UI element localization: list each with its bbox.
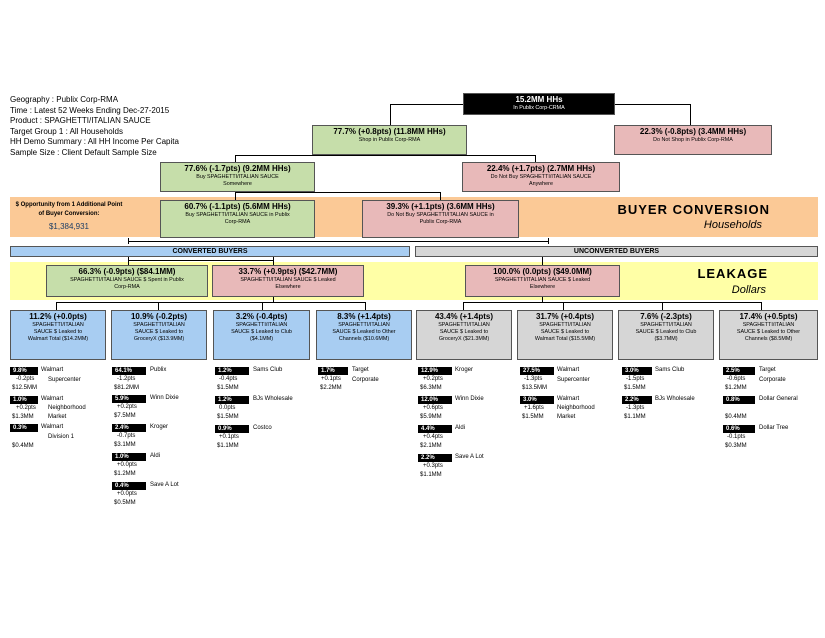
channel-title: 31.7% (+0.4pts): [535, 312, 595, 321]
retailer-change: +0.2pts: [117, 404, 137, 410]
not-buy-sub1: Do Not Buy SPAGHETTI/ITALIAN SAUCE: [490, 174, 592, 180]
retailer-name: Corporate: [759, 377, 786, 383]
retailer-amount: $1.5MM: [522, 414, 544, 420]
channel-box: [111, 310, 207, 360]
retailer-amount: $1.1MM: [217, 443, 239, 449]
unconv-title: 100.0% (0.0pts) ($49.0MM): [493, 267, 592, 276]
connector: [273, 257, 274, 265]
not-buy-box: [462, 162, 620, 192]
retailer-change: +0.3pts: [423, 463, 443, 469]
retailer-change: +0.6pts: [423, 405, 443, 411]
retailer-share-badge: 2.5%: [723, 367, 755, 375]
buy-sub2: Somewhere: [223, 181, 252, 187]
channel-title: 8.3% (+1.4pts): [337, 312, 391, 321]
retailer-amount: $1.5MM: [624, 385, 646, 391]
retailer-amount: $13.5MM: [522, 385, 548, 391]
retailer-name: Market: [557, 414, 576, 420]
channel-box: [416, 310, 512, 360]
channel-line: SAUCE $ Leaked to Other: [736, 329, 801, 335]
not-buy-in-title: 39.3% (+1.1pts) (3.6MM HHs): [386, 202, 495, 211]
retailer-change: -0.7pts: [117, 433, 136, 439]
retailer-name: Supercenter: [557, 377, 590, 383]
retailer-amount: $3.1MM: [114, 442, 136, 448]
retailer-change: +0.2pts: [423, 376, 443, 382]
retailer-name: Kroger: [455, 367, 474, 373]
opportunity-line2: of Buyer Conversion:: [38, 211, 100, 217]
retailer-share-badge: 64.1%: [112, 367, 146, 375]
not-buy-in-sub2: Publix Corp-RMA: [419, 219, 462, 225]
channel-line: SAUCE $ Leaked to: [33, 329, 83, 335]
retailer-amount: $0.5MM: [114, 500, 136, 506]
leaked-elsewhere-box: [212, 265, 364, 297]
retailer-name: Winn Dixie: [455, 396, 484, 402]
retailer-change: +0.4pts: [423, 434, 443, 440]
retailer-share-badge: 2.2%: [418, 454, 452, 462]
leaked-sub1: SPAGHETTI/ITALIAN SAUCE $ Leaked: [240, 277, 336, 283]
retailer-name: Dollar Tree: [759, 425, 789, 431]
channel-line: SPAGHETTI/ITALIAN: [640, 322, 692, 328]
retailer-share-badge: 1.0%: [112, 453, 146, 461]
retailer-name: Walmart: [41, 424, 64, 430]
retailer-share-badge: 9.8%: [10, 367, 38, 375]
channel-line: SPAGHETTI/ITALIAN: [235, 322, 288, 328]
retailer-name: Publix: [150, 367, 167, 373]
connector: [128, 260, 273, 261]
retailer-change: -1.3pts: [524, 376, 543, 382]
retailer-name: BJs Wholesale: [253, 396, 293, 402]
channel-title: 17.4% (+0.5pts): [739, 312, 798, 321]
opportunity-value: $1,384,931: [48, 222, 90, 231]
channel-line: Walmart Total ($14.2MM): [27, 336, 89, 342]
connector: [662, 302, 663, 310]
retailer-amount: $6.3MM: [420, 385, 442, 391]
spent-title: 66.3% (-0.9pts) ($84.1MM): [78, 267, 176, 276]
connector: [690, 104, 691, 126]
retailer-name: BJs Wholesale: [655, 396, 695, 402]
retailer-amount: $0.3MM: [725, 443, 747, 449]
channel-title: 7.6% (-2.3pts): [640, 312, 692, 321]
channel-box: [517, 310, 613, 360]
buy-in-sub1: Buy SPAGHETTI/ITALIAN SAUCE in Publix: [185, 212, 290, 218]
retailer-share-badge: 4.4%: [418, 425, 452, 433]
retailer-name: Aldi: [455, 425, 466, 431]
unconv-sub1: SPAGHETTI/ITALIAN SAUCE $ Leaked: [494, 277, 591, 283]
unconverted-leaked-box: [465, 265, 620, 297]
buy-title: 77.6% (-1.7pts) (9.2MM HHs): [184, 164, 291, 173]
retailer-share-badge: 0.8%: [723, 396, 755, 404]
channel-line: SPAGHETTI/ITALIAN: [742, 322, 795, 328]
channel-box: [719, 310, 818, 360]
retailer-change: -0.4pts: [219, 376, 238, 382]
not-buy-sub2: Anywhere: [529, 181, 553, 187]
retailer-name: Neighborhood: [557, 405, 595, 411]
retailer-name: Neighborhood: [48, 405, 86, 411]
connector: [235, 155, 535, 156]
connector: [463, 302, 464, 310]
leaked-title: 33.7% (+0.9pts) ($42.7MM): [238, 267, 338, 276]
channel-title: 43.4% (+1.4pts): [434, 312, 494, 321]
retailer-share-badge: 3.0%: [622, 367, 652, 375]
connector: [56, 302, 366, 303]
retailer-share-badge: 1.2%: [215, 367, 249, 375]
retailer-change: +1.6pts: [524, 405, 544, 411]
connector: [548, 238, 549, 244]
retailer-name: Kroger: [150, 424, 169, 430]
time-label: Time : Latest 52 Weeks Ending Dec-27-2015: [10, 105, 170, 115]
retailer-share-badge: 0.3%: [10, 424, 38, 432]
buy-box: [160, 162, 315, 192]
retailer-change: +0.0pts: [117, 491, 137, 497]
connector: [235, 192, 440, 193]
connector: [440, 192, 441, 200]
not-buy-in-box: [362, 200, 519, 238]
retailer-name: Save A Lot: [455, 454, 484, 460]
retailer-change: +0.0pts: [117, 462, 137, 468]
retailer-name: Walmart: [557, 367, 580, 373]
retailer-amount: $12.5MM: [12, 385, 38, 391]
connector: [128, 241, 548, 242]
not-shop-title: 22.3% (-0.8pts) (3.4MM HHs): [639, 127, 747, 136]
retailer-name: Winn Dixie: [150, 395, 179, 401]
retailer-amount: $1.2MM: [114, 471, 136, 477]
retailer-name: Walmart: [557, 396, 580, 402]
retailer-share-badge: 3.0%: [520, 396, 554, 404]
retailer-name: Dollar General: [759, 396, 798, 402]
retailer-share-badge: 12.9%: [418, 367, 452, 375]
channel-line: ($3.7MM): [654, 336, 678, 342]
channel-title: 11.2% (+0.0pts): [29, 312, 87, 321]
retailer-change: -0.6pts: [727, 376, 746, 382]
retailer-share-badge: 0.6%: [723, 425, 755, 433]
not-buy-title: 22.4% (+1.7pts) (2.7MM HHs): [486, 164, 596, 173]
retailer-change: -0.1pts: [727, 434, 746, 440]
opportunity-note: [14, 201, 124, 231]
retailer-share-badge: 0.9%: [215, 425, 249, 433]
retailer-amount: $5.9MM: [420, 414, 442, 420]
retailer-name: Target: [352, 367, 369, 373]
retailer-amount: $1.1MM: [420, 472, 442, 478]
buy-in-title: 60.7% (-1.1pts) (5.6MM HHs): [184, 202, 291, 211]
retailer-name: Save A Lot: [150, 482, 179, 488]
channel-line: SPAGHETTI/ITALIAN: [338, 322, 390, 328]
retailer-amount: $2.2MM: [320, 385, 342, 391]
channel-line: SAUCE $ Leaked to Other: [332, 329, 396, 335]
not-buy-in-sub1: Do Not Buy SPAGHETTI/ITALIAN SAUCE in: [387, 212, 494, 218]
leaked-sub2: Elsewhere: [275, 284, 301, 290]
buy-in-box: [160, 200, 315, 238]
channel-line: SAUCE $ Leaked to: [540, 329, 590, 335]
channel-line: SPAGHETTI/ITALIAN: [539, 322, 591, 328]
retailer-amount: $1.5MM: [217, 414, 239, 420]
leakage-subtitle: Dollars: [731, 284, 766, 296]
retailer-share-badge: 2.4%: [112, 424, 146, 432]
retailer-amount: $0.4MM: [12, 443, 34, 449]
not-shop-sub: Do Not Shop in Publix Corp-RMA: [653, 137, 733, 143]
retailer-name: Target: [759, 367, 776, 373]
connector: [158, 302, 159, 310]
not-shop-box: [614, 125, 772, 155]
retailer-amount: $7.5MM: [114, 413, 136, 419]
retailer-amount: $2.1MM: [420, 443, 442, 449]
retailer-amount: $81.2MM: [114, 385, 140, 391]
retailer-share-badge: 27.5%: [520, 367, 554, 375]
channel-line: ($4.1MM): [249, 336, 274, 342]
connector: [365, 302, 366, 310]
channel-title: 10.9% (-0.2pts): [130, 312, 188, 321]
shop-box: [312, 125, 467, 155]
buyer-conversion-subtitle: Households: [703, 219, 762, 231]
retailer-share-badge: 0.4%: [112, 482, 146, 490]
connector: [463, 302, 761, 303]
channel-title: 3.2% (-0.4pts): [235, 312, 288, 321]
retailer-share-badge: 1.2%: [215, 396, 249, 404]
retailer-share-badge: 5.9%: [112, 395, 146, 403]
retailer-change: +0.1pts: [321, 376, 341, 382]
retailer-name: Sams Club: [253, 367, 283, 373]
retailer-share-badge: 2.2%: [622, 396, 652, 404]
channel-box: [213, 310, 310, 360]
retailer-change: +0.2pts: [16, 405, 36, 411]
retailer-name: Market: [48, 414, 67, 420]
channel-box: [618, 310, 714, 360]
retailer-change: -1.2pts: [117, 376, 136, 382]
connector: [128, 257, 129, 265]
retailer-name: Walmart: [41, 396, 64, 402]
retailer-amount: $1.3MM: [12, 414, 34, 420]
retailer-amount: $1.5MM: [217, 385, 239, 391]
buy-in-sub2: Corp-RMA: [224, 219, 251, 225]
buyer-conversion-title: BUYER CONVERSION: [617, 202, 770, 217]
retailer-name: Division 1: [48, 434, 75, 440]
total-hh-sub: In Publix Corp-CRMA: [513, 105, 565, 111]
connector: [262, 302, 263, 310]
opportunity-line1: $ Opportunity from 1 Additional Point: [15, 202, 123, 208]
product-label: Product : SPAGHETTI/ITALIAN SAUCE: [10, 116, 151, 125]
connector: [563, 302, 564, 310]
retailer-amount: $1.2MM: [725, 385, 747, 391]
spent-sub1: SPAGHETTI/ITALIAN SAUCE $ Spent in Publix: [70, 277, 184, 283]
retailer-change: +0.1pts: [219, 434, 239, 440]
channel-line: SAUCE $ Leaked to: [134, 329, 184, 335]
channel-line: Channels ($10.6MM): [338, 336, 390, 342]
unconverted-buyers-header: UNCONVERTED BUYERS: [415, 246, 818, 257]
total-hh-title: 15.2MM HHs: [515, 95, 563, 104]
retailer-name: Costco: [253, 425, 272, 431]
retailer-name: Sams Club: [655, 367, 685, 373]
spent-in-publix-box: [46, 265, 208, 297]
retailer-change: -1.3pts: [626, 405, 645, 411]
total-hh-box: [463, 93, 615, 115]
converted-buyers-header: CONVERTED BUYERS: [10, 246, 410, 257]
channel-line: SPAGHETTI/ITALIAN: [133, 322, 185, 328]
retailer-share-badge: 12.0%: [418, 396, 452, 404]
spent-sub2: Corp-RMA: [114, 284, 140, 290]
retailer-change: -0.2pts: [16, 376, 35, 382]
retailer-name: Corporate: [352, 377, 379, 383]
channel-line: SAUCE $ Leaked to Club: [635, 329, 697, 335]
channel-line: GroceryX ($13.9MM): [133, 336, 185, 342]
connector: [542, 257, 543, 265]
connector: [390, 104, 391, 126]
demo-label: HH Demo Summary : All HH Income Per Capita: [10, 137, 179, 146]
geography-label: Geography : Publix Corp-RMA: [10, 95, 119, 104]
retailer-name: Supercenter: [48, 377, 81, 383]
channel-line: GroceryX ($21.3MM): [438, 336, 490, 342]
retailer-name: Walmart: [41, 367, 64, 373]
connector: [235, 192, 236, 200]
retailer-amount: $0.4MM: [725, 414, 747, 420]
filter-summary: [10, 95, 179, 158]
channel-line: SPAGHETTI/ITALIAN: [32, 322, 84, 328]
connector: [761, 302, 762, 310]
channel-line: SAUCE $ Leaked to: [439, 329, 489, 335]
channel-box: [10, 310, 106, 360]
retailer-name: Aldi: [150, 453, 161, 459]
retailer-change: 0.0pts: [219, 405, 236, 411]
channel-line: Walmart Total ($15.5MM): [534, 336, 596, 342]
connector: [56, 302, 57, 310]
retailer-change: -1.5pts: [626, 376, 645, 382]
retailer-amount: $1.1MM: [624, 414, 646, 420]
shop-title: 77.7% (+0.8pts) (11.8MM HHs): [333, 127, 446, 136]
channel-line: SPAGHETTI/ITALIAN: [438, 322, 490, 328]
target-label: Target Group 1 : All Households: [10, 126, 123, 136]
channel-line: SAUCE $ Leaked to Club: [231, 329, 292, 335]
unconv-sub2: Elsewhere: [529, 284, 556, 290]
shop-sub: Shop in Publix Corp-RMA: [358, 137, 421, 143]
channel-line: Channels ($8.5MM): [744, 336, 793, 342]
sample-label: Sample Size : Client Default Sample Size: [10, 147, 157, 157]
retailer-share-badge: 1.7%: [318, 367, 348, 375]
buy-sub1: Buy SPAGHETTI/ITALIAN SAUCE: [196, 174, 279, 180]
channel-box: [316, 310, 412, 360]
retailer-share-badge: 1.0%: [10, 396, 38, 404]
leakage-title: LEAKAGE: [697, 266, 768, 281]
